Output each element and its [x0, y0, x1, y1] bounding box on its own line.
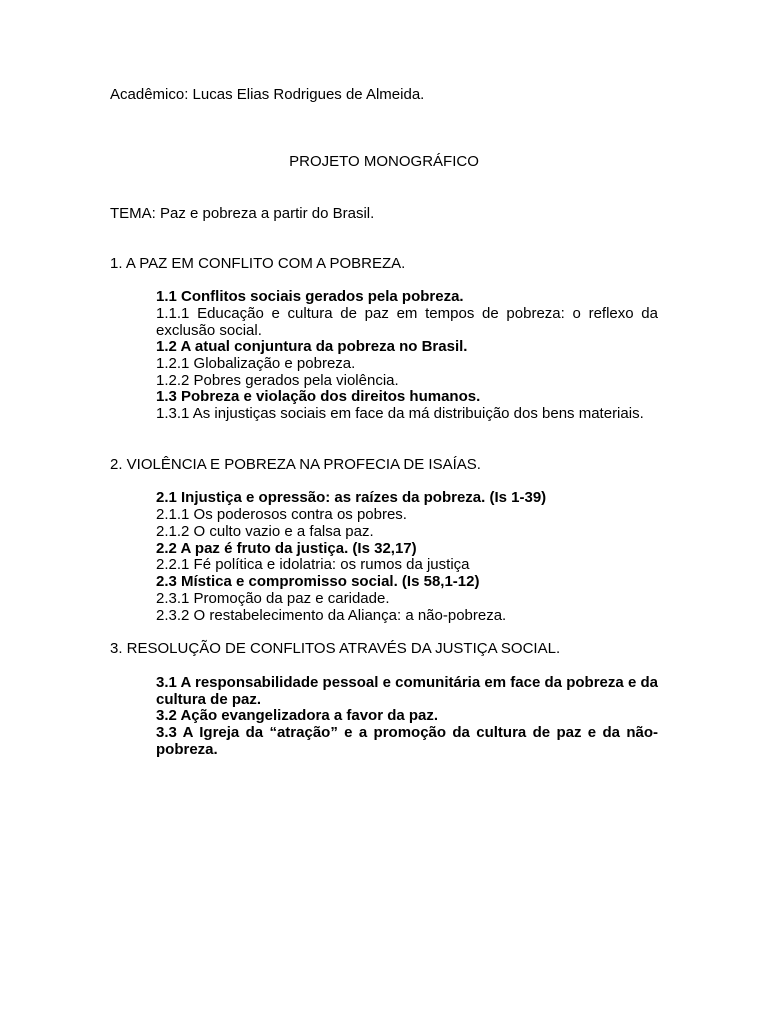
outline-item-1-1: 1.1 Conflitos sociais gerados pela pobreza. — [156, 288, 464, 305]
section-heading-1: 1. A PAZ EM CONFLITO COM A POBREZA. — [110, 255, 406, 272]
outline-item-1-3: 1.3 Pobreza e violação dos direitos humanos. — [156, 388, 481, 405]
outline-item-1-2-2: 1.2.2 Pobres gerados pela violência. — [156, 372, 399, 389]
outline-item-1-3-1: 1.3.1 As injustiças sociais em face da má distribuição dos bens materiais. — [156, 405, 644, 422]
section-heading-2: 2. VIOLÊNCIA E POBREZA NA PROFECIA DE ISAÍAS. — [110, 456, 481, 473]
outline-item-2-3-2: 2.3.2 O restabelecimento da Aliança: a não-pobreza. — [156, 607, 507, 624]
outline-item-1-1-1: 1.1.1 Educação e cultura de paz em tempos de pobreza: o reflexo da exclusão social. — [156, 305, 658, 339]
section-heading-3: 3. RESOLUÇÃO DE CONFLITOS ATRAVÉS DA JUSTIÇA SOCIAL. — [110, 640, 561, 657]
outline-item-2-1: 2.1 Injustiça e opressão: as raízes da pobreza. (Is 1-39) — [156, 489, 547, 506]
outline-item-2-1-2: 2.1.2 O culto vazio e a falsa paz. — [156, 523, 374, 540]
theme-line: TEMA: Paz e pobreza a partir do Brasil. — [110, 205, 375, 222]
outline-item-1-2-1: 1.2.1 Globalização e pobreza. — [156, 355, 356, 372]
outline-item-3-1: 3.1 A responsabilidade pessoal e comunitária em face da pobreza e da cultura de paz. — [156, 674, 658, 708]
outline-item-2-3: 2.3 Mística e compromisso social. (Is 58,1-12) — [156, 573, 480, 590]
outline-item-2-2-1: 2.2.1 Fé política e idolatria: os rumos da justiça — [156, 556, 470, 573]
document-title: PROJETO MONOGRÁFICO — [289, 153, 479, 170]
outline-item-1-2: 1.2 A atual conjuntura da pobreza no Brasil. — [156, 338, 468, 355]
outline-item-3-3: 3.3 A Igreja da “atração” e a promoção da cultura de paz e da não-pobreza. — [156, 724, 658, 758]
outline-item-3-2: 3.2 Ação evangelizadora a favor da paz. — [156, 707, 439, 724]
academic-line: Acadêmico: Lucas Elias Rodrigues de Almeida. — [110, 86, 425, 103]
outline-item-2-1-1: 2.1.1 Os poderosos contra os pobres. — [156, 506, 407, 523]
outline-item-2-2: 2.2 A paz é fruto da justiça. (Is 32,17) — [156, 540, 417, 557]
outline-item-2-3-1: 2.3.1 Promoção da paz e caridade. — [156, 590, 390, 607]
